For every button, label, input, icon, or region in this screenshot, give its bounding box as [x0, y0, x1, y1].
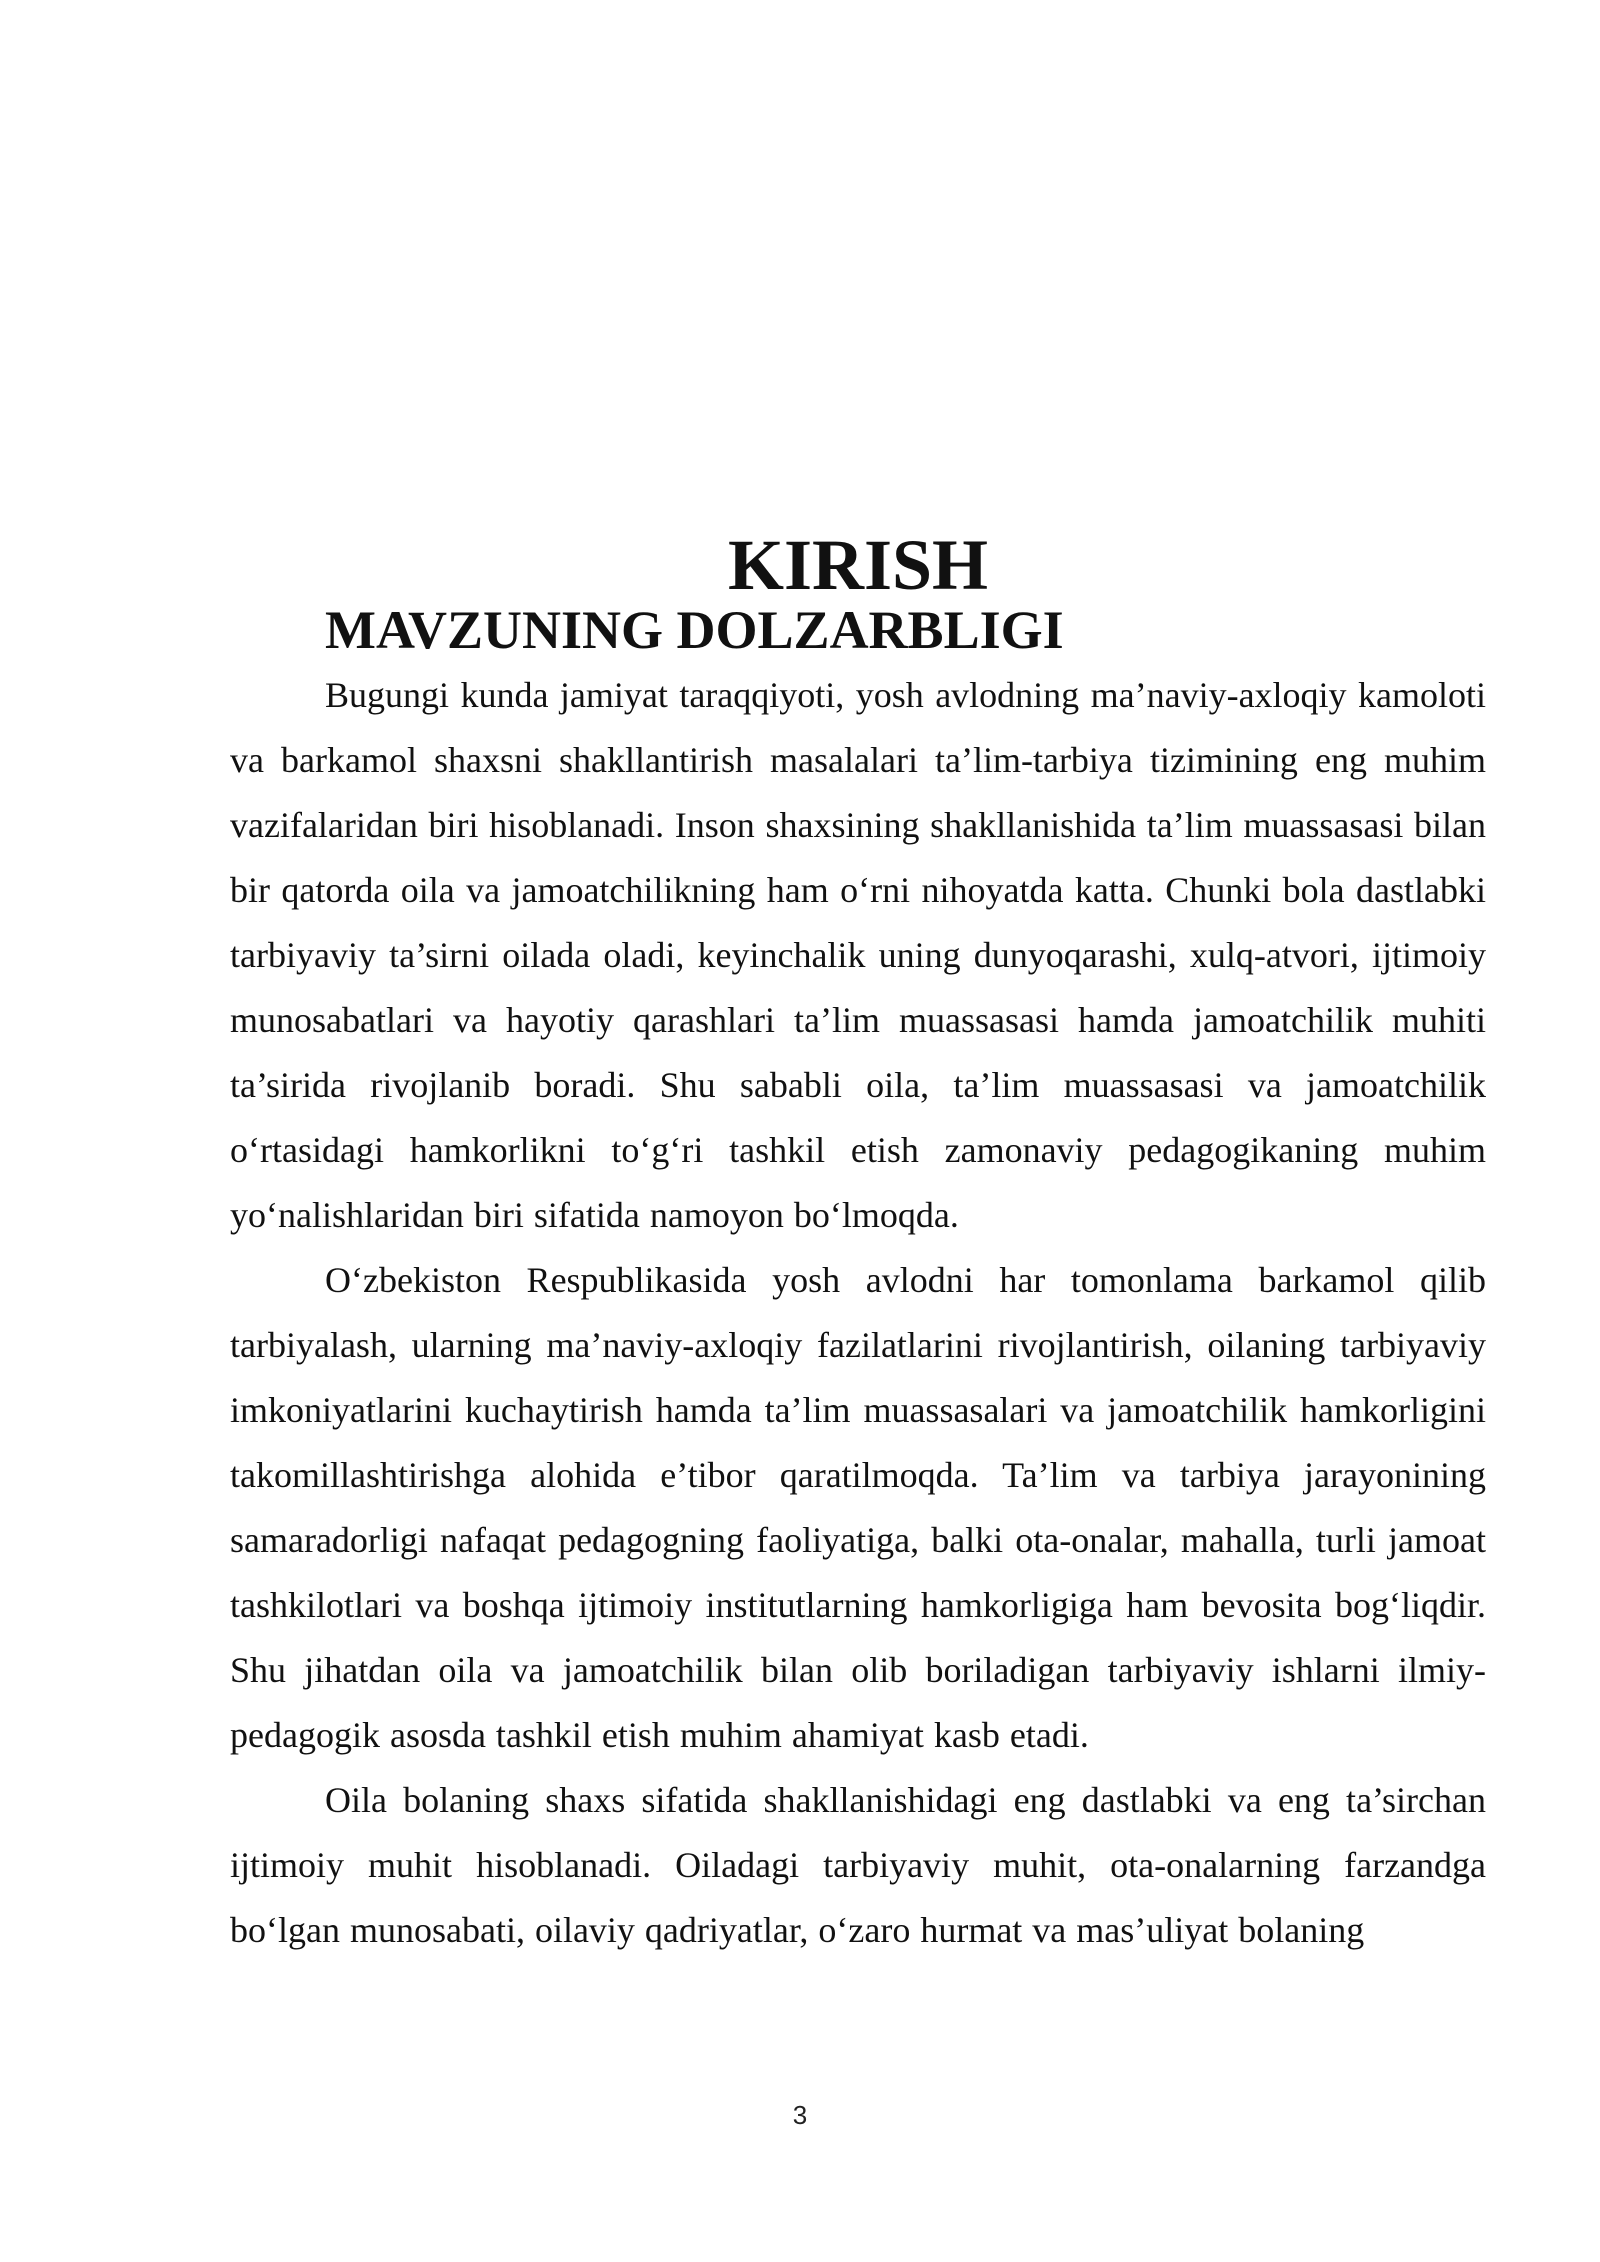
- paragraph-3: Oila bolaning shaxs sifatida shakllanishidagi eng dastlabki va eng ta’sirchan ijtimoiy muhit hisoblanadi. Oiladagi tarbiyaviy muhit, ota-onalarning farzandga bo‘lgan munosabati, oilaviy qadriyatlar, o‘zaro hurmat va mas’uliyat bolaning: [230, 1780, 1486, 1950]
- page-content: [230, 525, 1486, 1963]
- page-title: KIRISH: [727, 525, 989, 605]
- paragraph-1: Bugungi kunda jamiyat taraqqiyoti, yosh avlodning ma’naviy-axloqiy kamoloti va barkamol shaxsni shakllantirish masalalari ta’lim-tarbiya tizimining eng muhim vazifalaridan biri hisoblanadi. Inson shaxsining shakllanishida ta’lim muassasasi bilan bir qatorda oila va jamoatchilikning ham o‘rni nihoyatda katta. Chunki bola dastlabki tarbiyaviy ta’sirni oilada oladi, keyinchalik uning dunyoqarashi, xulq-atvori, ijtimoiy munosabatlari va hayotiy qarashlari ta’lim muassasasi hamda jamoatchilik muhiti ta’sirida rivojlanib boradi. Shu sababli oila, ta’lim muassasasi va jamoatchilik o‘rtasidagi hamkorlikni to‘g‘ri tashkil etish zamonaviy pedagogikaning muhim yo‘nalishlaridan biri sifatida namoyon bo‘lmoqda.: [230, 675, 1486, 1235]
- section-heading: MAVZUNING DOLZARBLIGI: [325, 600, 1064, 660]
- page-number: 3: [792, 2100, 808, 2130]
- paragraph-2: O‘zbekiston Respublikasida yosh avlodni har tomonlama barkamol qilib tarbiyalash, ularning ma’naviy-axloqiy fazilatlarini rivojlantirish, oilaning tarbiyaviy imkoniyatlarini kuchaytirish hamda ta’lim muassasalari va jamoatchilik hamkorligini takomillashtirishga alohida e’tibor qaratilmoqda. Ta’lim va tarbiya jarayonining samaradorligi nafaqat pedagogning faoliyatiga, balki ota-onalar, mahalla, turli jamoat tashkilotlari va boshqa ijtimoiy institutlarning hamkorligiga ham bevosita bog‘liqdir. Shu jihatdan oila va jamoatchilik bilan olib boriladigan tarbiyaviy ishlarni ilmiy-pedagogik asosda tashkil etish muhim ahamiyat kasb etadi.: [230, 1260, 1486, 1755]
